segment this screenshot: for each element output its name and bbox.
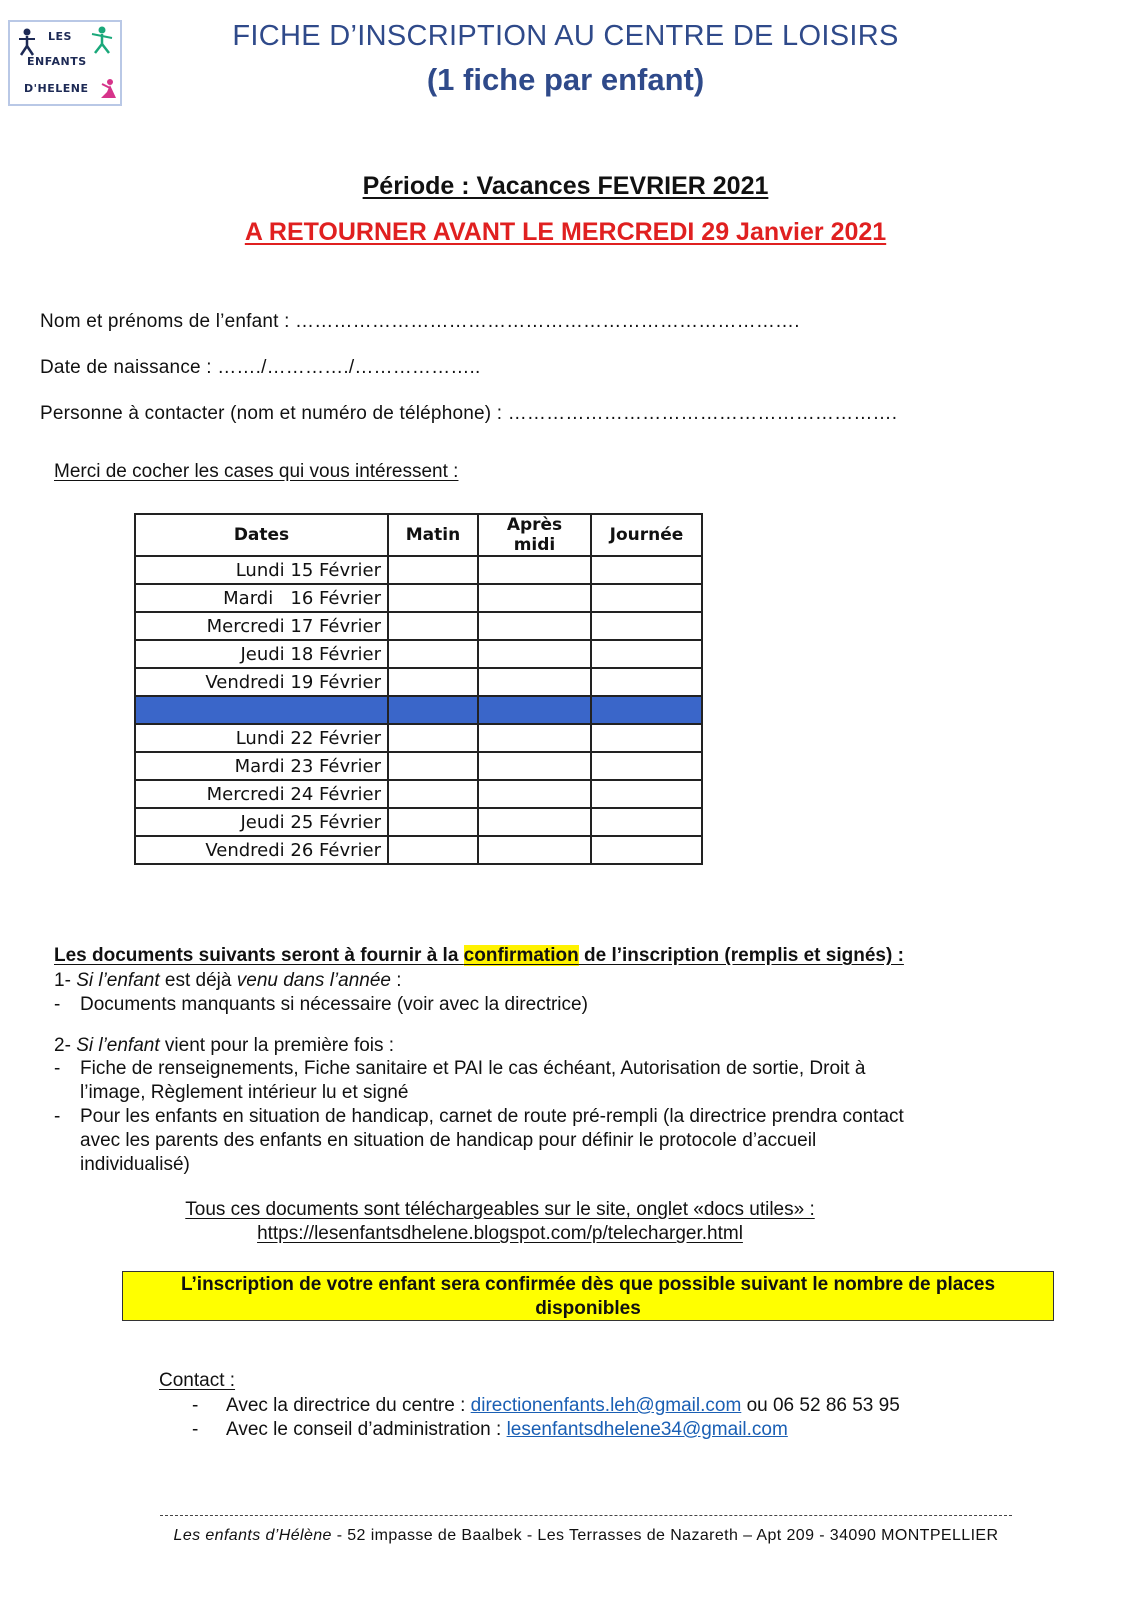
date-cell: Mardi 16 Février [135, 584, 388, 612]
checkbox-cell-apres-midi[interactable] [478, 556, 591, 584]
checkbox-cell-matin[interactable] [388, 808, 478, 836]
contact-director: Avec la directrice du centre : directionenfants.leh@gmail.com ou 06 52 86 53 95 [226, 1395, 900, 1416]
date-cell: Lundi 15 Février [135, 556, 388, 584]
deadline-heading: A RETOURNER AVANT LE MERCREDI 29 Janvier 2021 [244, 218, 887, 246]
checkbox-cell-matin[interactable] [388, 584, 478, 612]
date-cell: Mardi 23 Février [135, 752, 388, 780]
schedule-table [134, 513, 703, 865]
checkbox-cell-apres-midi[interactable] [478, 584, 591, 612]
bullet-dash: - [54, 1106, 61, 1127]
highlighted-word: confirmation [463, 945, 579, 966]
checkbox-cell-journee[interactable] [591, 640, 702, 668]
case2-item2-line2: avec les parents des enfants en situation de handicap pour définir le protocole d’accueil [80, 1130, 817, 1151]
column-header-dates: Dates [135, 514, 388, 556]
table-header-row [135, 514, 702, 556]
column-header-apres-midi: Après midi [478, 514, 591, 556]
page-title: FICHE D’INSCRIPTION AU CENTRE DE LOISIRS [232, 20, 899, 52]
case2-heading: 2- Si l’enfant vient pour la première fois : [54, 1035, 395, 1056]
page-subtitle: (1 fiche par enfant) [426, 62, 705, 97]
period-heading: Période : Vacances FEVRIER 2021 [362, 172, 769, 200]
checkbox-cell-journee[interactable] [591, 752, 702, 780]
case1-item: Documents manquants si nécessaire (voir avec la directrice) [80, 994, 588, 1015]
confirmation-notice: L’inscription de votre enfant sera confirmée dès que possible suivant le nombre de places disponibles [122, 1271, 1054, 1321]
date-cell: Vendredi 19 Février [135, 668, 388, 696]
logo-text-les: LES [48, 30, 72, 43]
checkbox-cell-journee[interactable] [591, 808, 702, 836]
checkbox-cell-journee[interactable] [591, 724, 702, 752]
checkbox-cell-apres-midi[interactable] [478, 668, 591, 696]
checkbox-cell-apres-midi[interactable] [478, 640, 591, 668]
case2-item1-line1: Fiche de renseignements, Fiche sanitaire et PAI le cas échéant, Autorisation de sortie, Droit à [80, 1058, 866, 1079]
column-header-matin: Matin [388, 514, 478, 556]
table-row [135, 668, 702, 696]
checkbox-cell-matin[interactable] [388, 668, 478, 696]
logo-text-helene: D'HELENE [24, 82, 89, 95]
date-cell: Lundi 22 Février [135, 724, 388, 752]
table-row [135, 640, 702, 668]
checkbox-cell-journee[interactable] [591, 668, 702, 696]
logo-text-enfants: ENFANTS [27, 55, 87, 68]
checkbox-cell-matin[interactable] [388, 724, 478, 752]
table-row [135, 752, 702, 780]
checkbox-cell-apres-midi[interactable] [478, 752, 591, 780]
bullet-dash: - [54, 994, 61, 1015]
date-cell: Mercredi 17 Février [135, 612, 388, 640]
table-row [135, 584, 702, 612]
checkbox-cell-matin[interactable] [388, 836, 478, 864]
table-row [135, 556, 702, 584]
checkbox-cell-journee[interactable] [591, 612, 702, 640]
bullet-dash: - [192, 1419, 199, 1440]
checkbox-cell-matin[interactable] [388, 612, 478, 640]
case1-heading: 1- Si l’enfant est déjà venu dans l’année : [54, 970, 402, 991]
case2-item1-line2: l’image, Règlement intérieur lu et signé [80, 1082, 409, 1103]
bullet-dash: - [54, 1058, 61, 1079]
bullet-dash: - [192, 1395, 199, 1416]
checkbox-cell-apres-midi[interactable] [478, 724, 591, 752]
contact-label: Contact : [159, 1370, 236, 1391]
table-row [135, 836, 702, 864]
date-cell: Jeudi 18 Février [135, 640, 388, 668]
child-name-field[interactable]: Nom et prénoms de l’enfant : ……………………………………………………………………. [40, 311, 800, 332]
birth-date-field[interactable]: Date de naissance : ……./…………./……………….. [40, 357, 481, 378]
week-separator-row [135, 696, 702, 724]
checkbox-cell-matin[interactable] [388, 780, 478, 808]
checkbox-cell-apres-midi[interactable] [478, 836, 591, 864]
checkbox-cell-matin[interactable] [388, 752, 478, 780]
checkbox-cell-journee[interactable] [591, 780, 702, 808]
director-email-link[interactable]: directionenfants.leh@gmail.com [470, 1395, 742, 1416]
checkbox-cell-apres-midi[interactable] [478, 612, 591, 640]
date-cell: Mercredi 24 Février [135, 780, 388, 808]
footer-divider [160, 1515, 1012, 1516]
board-email-link[interactable]: lesenfantsdhelene34@gmail.com [506, 1419, 788, 1440]
table-row [135, 612, 702, 640]
checkbox-cell-apres-midi[interactable] [478, 780, 591, 808]
checkbox-cell-matin[interactable] [388, 640, 478, 668]
download-link[interactable]: https://lesenfantsdhelene.blogspot.com/p/telecharger.html [257, 1223, 743, 1244]
checkbox-cell-journee[interactable] [591, 556, 702, 584]
table-row [135, 780, 702, 808]
contact-board: Avec le conseil d’administration : lesenfantsdhelene34@gmail.com [226, 1419, 788, 1440]
case2-item2-line1: Pour les enfants en situation de handicap, carnet de route pré-rempli (la directrice prendra contact [80, 1106, 904, 1127]
checkbox-cell-matin[interactable] [388, 556, 478, 584]
date-cell: Jeudi 25 Février [135, 808, 388, 836]
checkbox-instruction: Merci de cocher les cases qui vous intéressent : [54, 461, 459, 482]
contact-person-field[interactable]: Personne à contacter (nom et numéro de téléphone) : ……………………………………………………. [40, 403, 898, 424]
footer-address: Les enfants d’Hélène - 52 impasse de Baalbek - Les Terrasses de Nazareth – Apt 209 - 34090 MONTPELLIER [173, 1527, 999, 1544]
table-row [135, 724, 702, 752]
table-row [135, 808, 702, 836]
column-header-journee: Journée [591, 514, 702, 556]
checkbox-cell-apres-midi[interactable] [478, 808, 591, 836]
documents-heading: Les documents suivants seront à fournir à la confirmation de l’inscription (remplis et signés) : [54, 945, 904, 966]
checkbox-cell-journee[interactable] [591, 836, 702, 864]
case2-item2-line3: individualisé) [80, 1154, 190, 1175]
checkbox-cell-journee[interactable] [591, 584, 702, 612]
download-info: Tous ces documents sont téléchargeables sur le site, onglet «docs utiles» : [185, 1199, 815, 1220]
date-cell: Vendredi 26 Février [135, 836, 388, 864]
